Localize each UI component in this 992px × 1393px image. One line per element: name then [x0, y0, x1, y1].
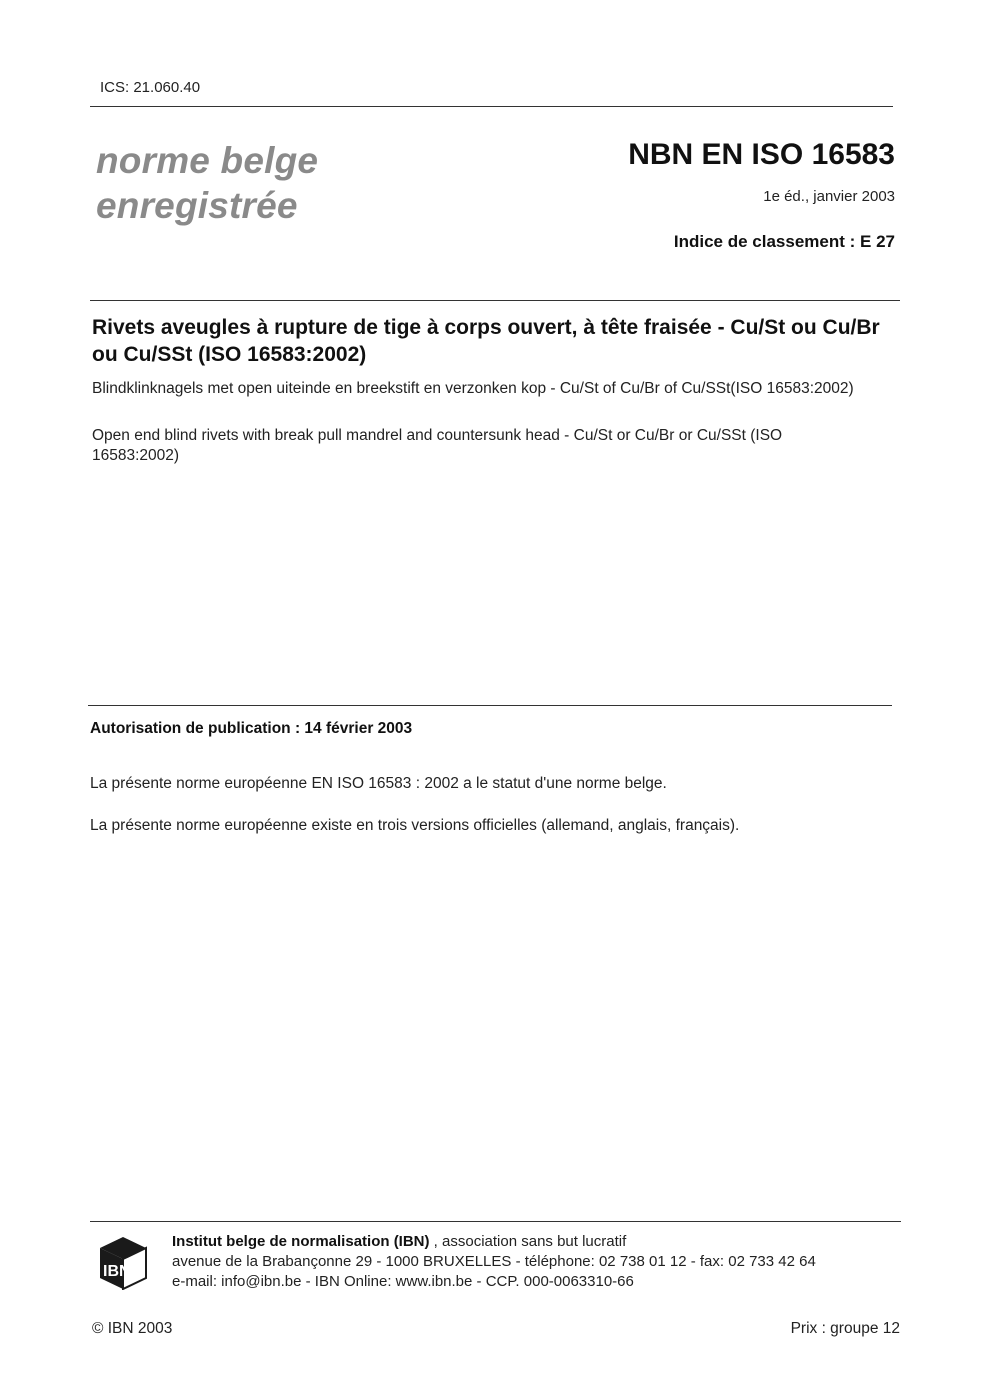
edition-date: 1e éd., janvier 2003 [763, 188, 895, 205]
publication-authorization: Autorisation de publication : 14 février 2003 [90, 720, 413, 737]
brand-line-2: enregistrée [96, 185, 298, 226]
brand-title [96, 138, 318, 228]
institute-info [172, 1232, 816, 1292]
institute-line [172, 1232, 816, 1252]
versions-paragraph: La présente norme européenne existe en trois versions officielles (allemand, anglais, français). [90, 817, 740, 834]
copyright-notice: © IBN 2003 [92, 1320, 173, 1337]
brand-line-1: norme belge [96, 140, 319, 181]
title-english: Open end blind rivets with break pull mandrel and countersunk head - Cu/St or Cu/Br or Cu/SSt (ISO 16583:2002) [92, 427, 783, 464]
standard-number: NBN EN ISO 16583 [628, 138, 895, 171]
body-rule [88, 705, 892, 706]
institute-name: Institut belge de normalisation (IBN) [172, 1233, 430, 1250]
institute-suffix: , association sans but lucratif [429, 1233, 627, 1250]
title-rule [90, 300, 900, 301]
institute-address: avenue de la Brabançonne 29 - 1000 BRUXELLES - téléphone: 02 738 01 12 - fax: 02 733 42 64 [172, 1253, 816, 1270]
title-dutch: Blindklinknagels met open uiteinde en breekstift en verzonken kop - Cu/St of Cu/Br of Cu/SSt(ISO 16583:2002) [92, 380, 854, 397]
title-french: Rivets aveugles à rupture de tige à corps ouvert, à tête fraisée - Cu/St ou Cu/Br ou Cu/SSt (ISO 16583:2002) [92, 316, 880, 366]
status-paragraph: La présente norme européenne EN ISO 16583 : 2002 a le statut d'une norme belge. [90, 775, 667, 792]
institute-contact: e-mail: info@ibn.be - IBN Online: www.ibn.be - CCP. 000-0063310-66 [172, 1273, 634, 1290]
footer-rule [90, 1221, 901, 1222]
ibn-logo-icon [98, 1236, 148, 1290]
classification-index: Indice de classement : E 27 [673, 232, 895, 251]
logo-letters: IBN [103, 1263, 131, 1280]
top-rule [90, 106, 893, 107]
price-group: Prix : groupe 12 [790, 1320, 900, 1337]
ics-code: ICS: 21.060.40 [100, 79, 201, 96]
